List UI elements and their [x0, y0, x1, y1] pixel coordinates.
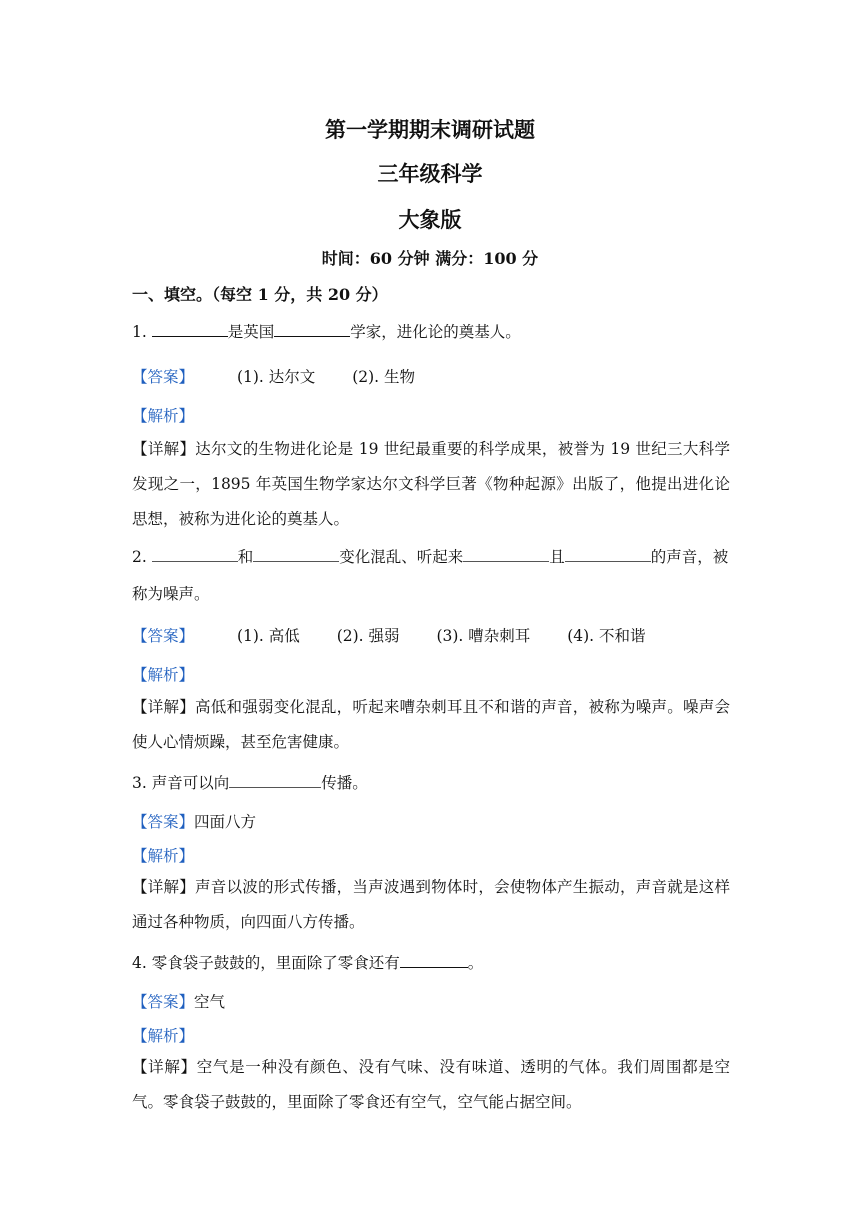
analysis-tag: 【解析】 — [132, 847, 195, 865]
answer-blank — [565, 547, 651, 562]
detail-tag: 【详解】 — [132, 1058, 197, 1076]
detail-paragraph — [132, 690, 730, 760]
document-edition: 大象版 — [398, 207, 462, 232]
question-text: 传播。 — [321, 774, 368, 792]
question-1 — [132, 320, 521, 342]
answer-line — [132, 810, 256, 832]
question-text: 且 — [549, 548, 565, 566]
document-title: 第一学期期末调研试题 — [325, 117, 535, 142]
answer-item: (3). 嘈杂刺耳 — [436, 627, 531, 645]
question-text: 学家，进化论的奠基人。 — [350, 323, 521, 341]
question-text: 零食袋子鼓鼓的，里面除了零食还有 — [151, 954, 400, 972]
exam-time-info: 时间：60 分钟 满分：100 分 — [321, 249, 539, 268]
question-number: 4. — [132, 954, 147, 972]
analysis-line — [132, 844, 194, 866]
answer-blank — [274, 322, 350, 337]
answer-item: (1). 高低 — [236, 627, 300, 645]
detail-tag: 【详解】 — [132, 440, 196, 458]
answer-line — [132, 624, 678, 646]
detail-text: 空气是一种没有颜色、没有气味、没有味道、透明的气体。我们周围都是空气。零食袋子鼓鼓的，里面除了零食还有空气，空气能占据空间。 — [132, 1058, 730, 1111]
question-text: 和 — [237, 548, 254, 566]
answer-blank — [253, 547, 339, 562]
question-text: 。 — [467, 954, 484, 972]
detail-paragraph — [132, 1050, 730, 1120]
detail-text: 高低和强弱变化混乱，听起来嘈杂刺耳且不和谐的声音，被称为噪声。噪声会使人心情烦躁，甚至危害健康。 — [132, 698, 730, 751]
detail-tag: 【详解】 — [132, 878, 195, 896]
answer-tag: 【答案】 — [132, 993, 195, 1011]
question-number: 2. — [132, 548, 147, 566]
analysis-line — [132, 1024, 194, 1046]
question-2 — [132, 545, 728, 567]
question-4 — [132, 951, 483, 973]
analysis-line — [132, 663, 194, 685]
document-subtitle: 三年级科学 — [377, 161, 483, 186]
answer-blank — [152, 322, 228, 337]
answer-text: 空气 — [194, 993, 226, 1011]
answer-blank — [152, 547, 238, 562]
analysis-tag: 【解析】 — [132, 1027, 195, 1045]
answer-blank — [463, 547, 549, 562]
analysis-tag: 【解析】 — [132, 666, 195, 684]
detail-text: 声音以波的形式传播，当声波遇到物体时，会使物体产生振动，声音就是这样通过各种物质，向四面八方传播。 — [132, 878, 730, 931]
answer-line — [132, 990, 225, 1012]
detail-tag: 【详解】 — [132, 698, 195, 716]
question-text: 声音可以向 — [151, 774, 230, 792]
answer-text: 四面八方 — [194, 813, 257, 831]
question-text: 的声音，被 — [650, 548, 729, 566]
answer-item: (1). 达尔文 — [236, 368, 316, 386]
analysis-tag: 【解析】 — [132, 407, 195, 425]
question-number: 3. — [132, 774, 147, 792]
question-3 — [132, 771, 368, 793]
answer-item: (2). 强弱 — [336, 627, 400, 645]
question-number: 1. — [132, 323, 147, 341]
answer-item: (2). 生物 — [352, 368, 416, 386]
answer-tag: 【答案】 — [132, 627, 195, 645]
detail-text: 达尔文的生物进化论是 19 世纪最重要的科学成果，被誉为 19 世纪三大科学发现之一，1895 年英国生物学家达尔文科学巨著《物种起源》出版了，他提出进化论思想，被称为进化论的奠基人。 — [132, 440, 730, 528]
answer-item: (4). 不和谐 — [567, 627, 646, 645]
detail-paragraph — [132, 870, 730, 940]
question-text: 是英国 — [227, 323, 275, 341]
section-heading: 一、填空。（每空 1 分，共 20 分） — [132, 285, 388, 304]
question-text: 变化混乱、听起来 — [339, 548, 464, 566]
answer-tag: 【答案】 — [132, 813, 195, 831]
answer-blank — [229, 773, 321, 788]
analysis-line — [132, 404, 194, 426]
answer-line — [132, 365, 447, 387]
question-2-continued: 称为噪声。 — [132, 585, 210, 603]
answer-tag: 【答案】 — [132, 368, 195, 386]
detail-paragraph — [132, 432, 730, 537]
answer-blank — [400, 953, 468, 968]
